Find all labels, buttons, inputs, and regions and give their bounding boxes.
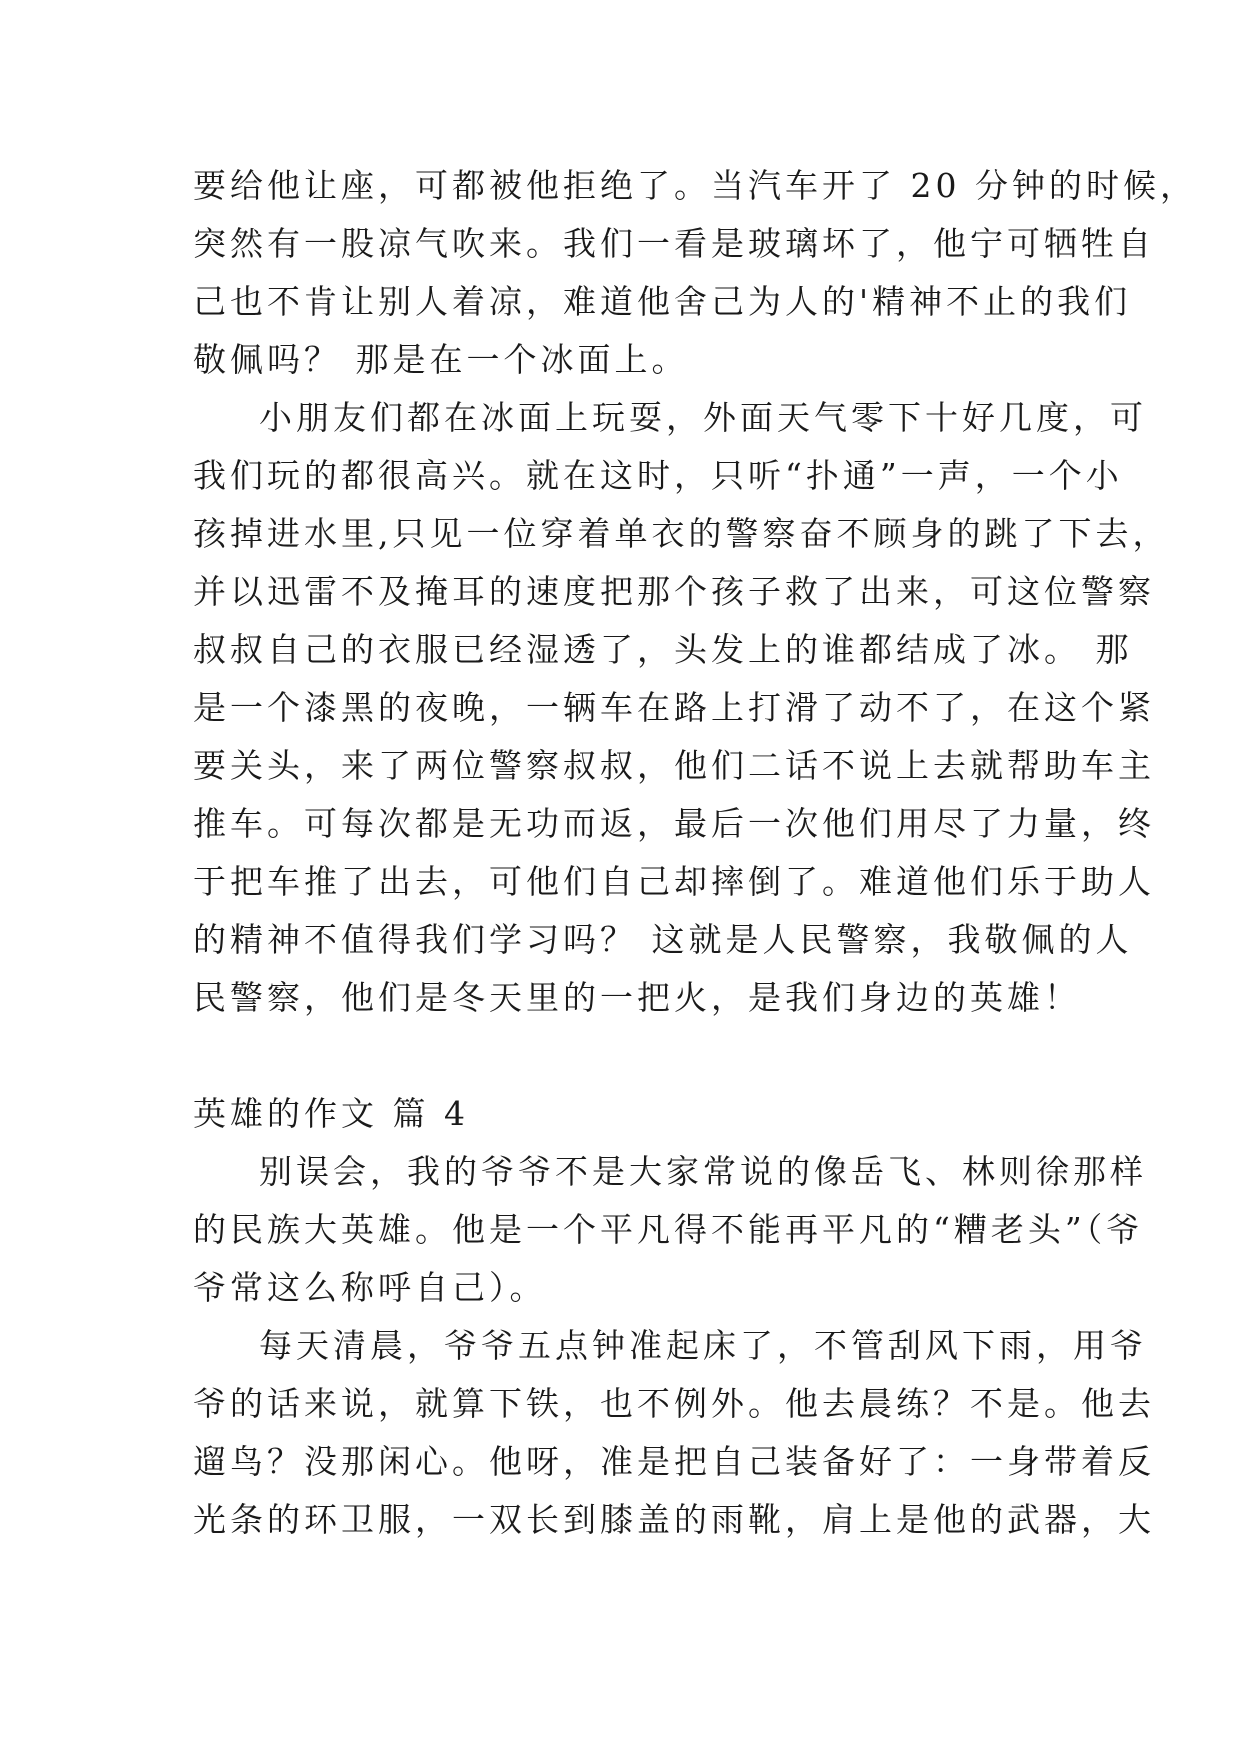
text-line: 的精神不值得我们学习吗？ 这就是人民警察，我敬佩的人 xyxy=(193,920,1133,959)
text-line: 的民族大英雄。他是一个平凡得不能再平凡的“糟老头”（爷 xyxy=(193,1210,1144,1249)
text-line: 爷的话来说，就算下铁，也不例外。他去晨练？不是。他去 xyxy=(193,1384,1155,1423)
text-line: 民警察，他们是冬天里的一把火，是我们身边的英雄！ xyxy=(193,978,1081,1017)
text-line: 爷常这么称呼自己）。 xyxy=(193,1268,547,1307)
text-line: 要给他让座，可都被他拒绝了。当汽车开了 20 分钟的时候， xyxy=(193,166,1197,205)
text-line: 己也不肯让别人着凉，难道他舍己为人的'精神不止的我们 xyxy=(193,282,1132,321)
section-heading: 英雄的作文 篇 4 xyxy=(193,1094,469,1133)
paragraph-first-line: 每天清晨，爷爷五点钟准起床了，不管刮风下雨，用爷 xyxy=(259,1326,1147,1365)
text-line: 我们玩的都很高兴。就在这时，只听“扑通”一声，一个小 xyxy=(193,456,1123,495)
text-line: 光条的环卫服，一双长到膝盖的雨靴，肩上是他的武器，大 xyxy=(193,1500,1155,1539)
text-line: 推车。可每次都是无功而返，最后一次他们用尽了力量，终 xyxy=(193,804,1155,843)
text-line: 于把车推了出去，可他们自己却摔倒了。难道他们乐于助人 xyxy=(193,862,1155,901)
paragraph-first-line: 小朋友们都在冰面上玩耍，外面天气零下十好几度，可 xyxy=(259,398,1147,437)
paragraph-first-line: 别误会，我的爷爷不是大家常说的像岳飞、林则徐那样 xyxy=(259,1152,1147,1191)
text-line: 并以迅雷不及掩耳的速度把那个孩子救了出来，可这位警察 xyxy=(193,572,1155,611)
text-line: 突然有一股凉气吹来。我们一看是玻璃坏了，他宁可牺牲自 xyxy=(193,224,1155,263)
text-line: 孩掉进水里,只见一位穿着单衣的警察奋不顾身的跳了下去， xyxy=(193,514,1170,553)
text-line: 是一个漆黑的夜晚，一辆车在路上打滑了动不了，在这个紧 xyxy=(193,688,1155,727)
text-line: 遛鸟？没那闲心。他呀，准是把自己装备好了：一身带着反 xyxy=(193,1442,1155,1481)
text-line: 敬佩吗？ 那是在一个冰面上。 xyxy=(193,340,689,379)
text-line: 叔叔自己的衣服已经湿透了，头发上的谁都结成了冰。 那 xyxy=(193,630,1133,669)
text-line: 要关头，来了两位警察叔叔，他们二话不说上去就帮助车主 xyxy=(193,746,1155,785)
